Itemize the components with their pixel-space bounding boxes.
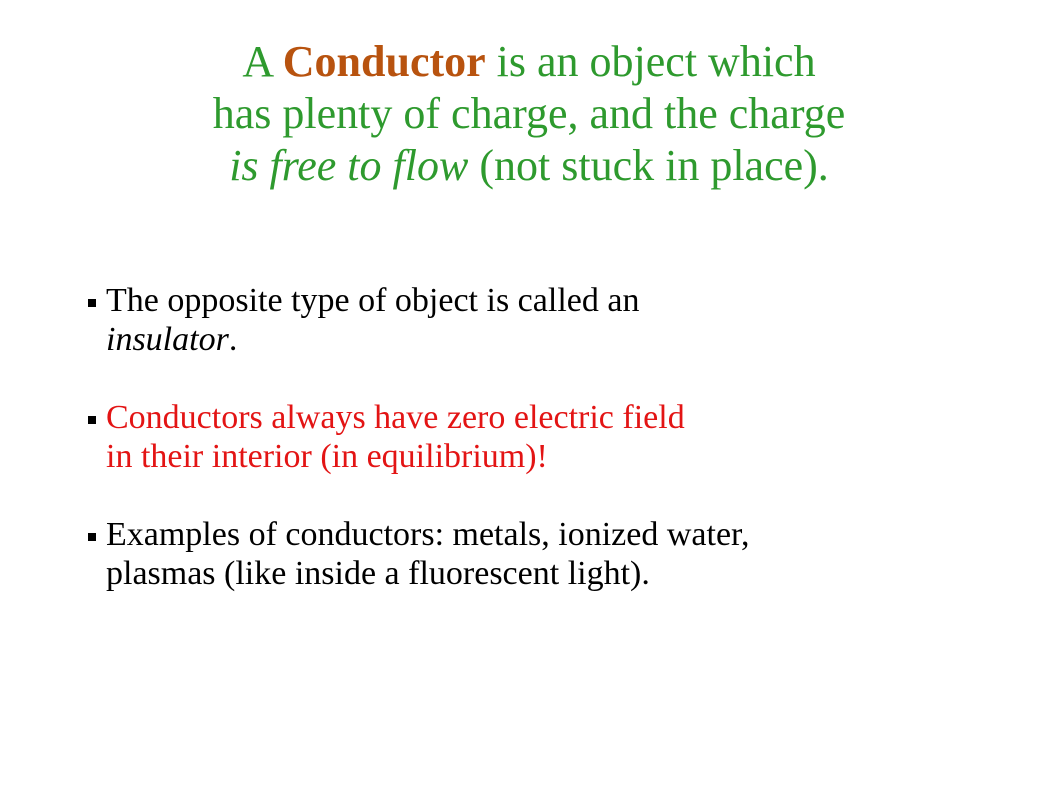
square-bullet-icon: [88, 533, 96, 541]
title-accent-word: Conductor: [282, 37, 486, 86]
bullet-line-2: plasmas (like inside a fluorescent light).: [106, 555, 650, 592]
title-line-2: has plenty of charge, and the charge: [212, 89, 846, 138]
bullet-list: [88, 281, 988, 632]
title-prefix: A: [242, 37, 283, 86]
bullet-line-2: in their interior (in equilibrium)!: [106, 438, 548, 475]
bullet-item-zero-field: [88, 398, 988, 476]
bullet-line-1: Conductors always have zero electric field: [106, 399, 685, 436]
bullet-item-insulator: [88, 281, 988, 359]
bullet-line-1: Examples of conductors: metals, ionized water,: [106, 516, 750, 553]
title-suffix: is an object which: [485, 37, 816, 86]
insulator-term: insulator: [106, 321, 229, 358]
bullet-item-examples: [88, 515, 988, 593]
bullet-line-1: The opposite type of object is called an: [106, 282, 640, 319]
square-bullet-icon: [88, 299, 96, 307]
title-line-3: [0, 140, 1058, 192]
title-line-3-rest: (not stuck in place).: [468, 141, 829, 190]
title-line-1: [0, 36, 1058, 88]
square-bullet-icon: [88, 416, 96, 424]
slide-title: [0, 36, 1058, 192]
bullet-line-2: [106, 320, 988, 359]
title-emphasis: is free to flow: [229, 141, 469, 190]
bullet-line-2-tail: .: [228, 321, 238, 358]
